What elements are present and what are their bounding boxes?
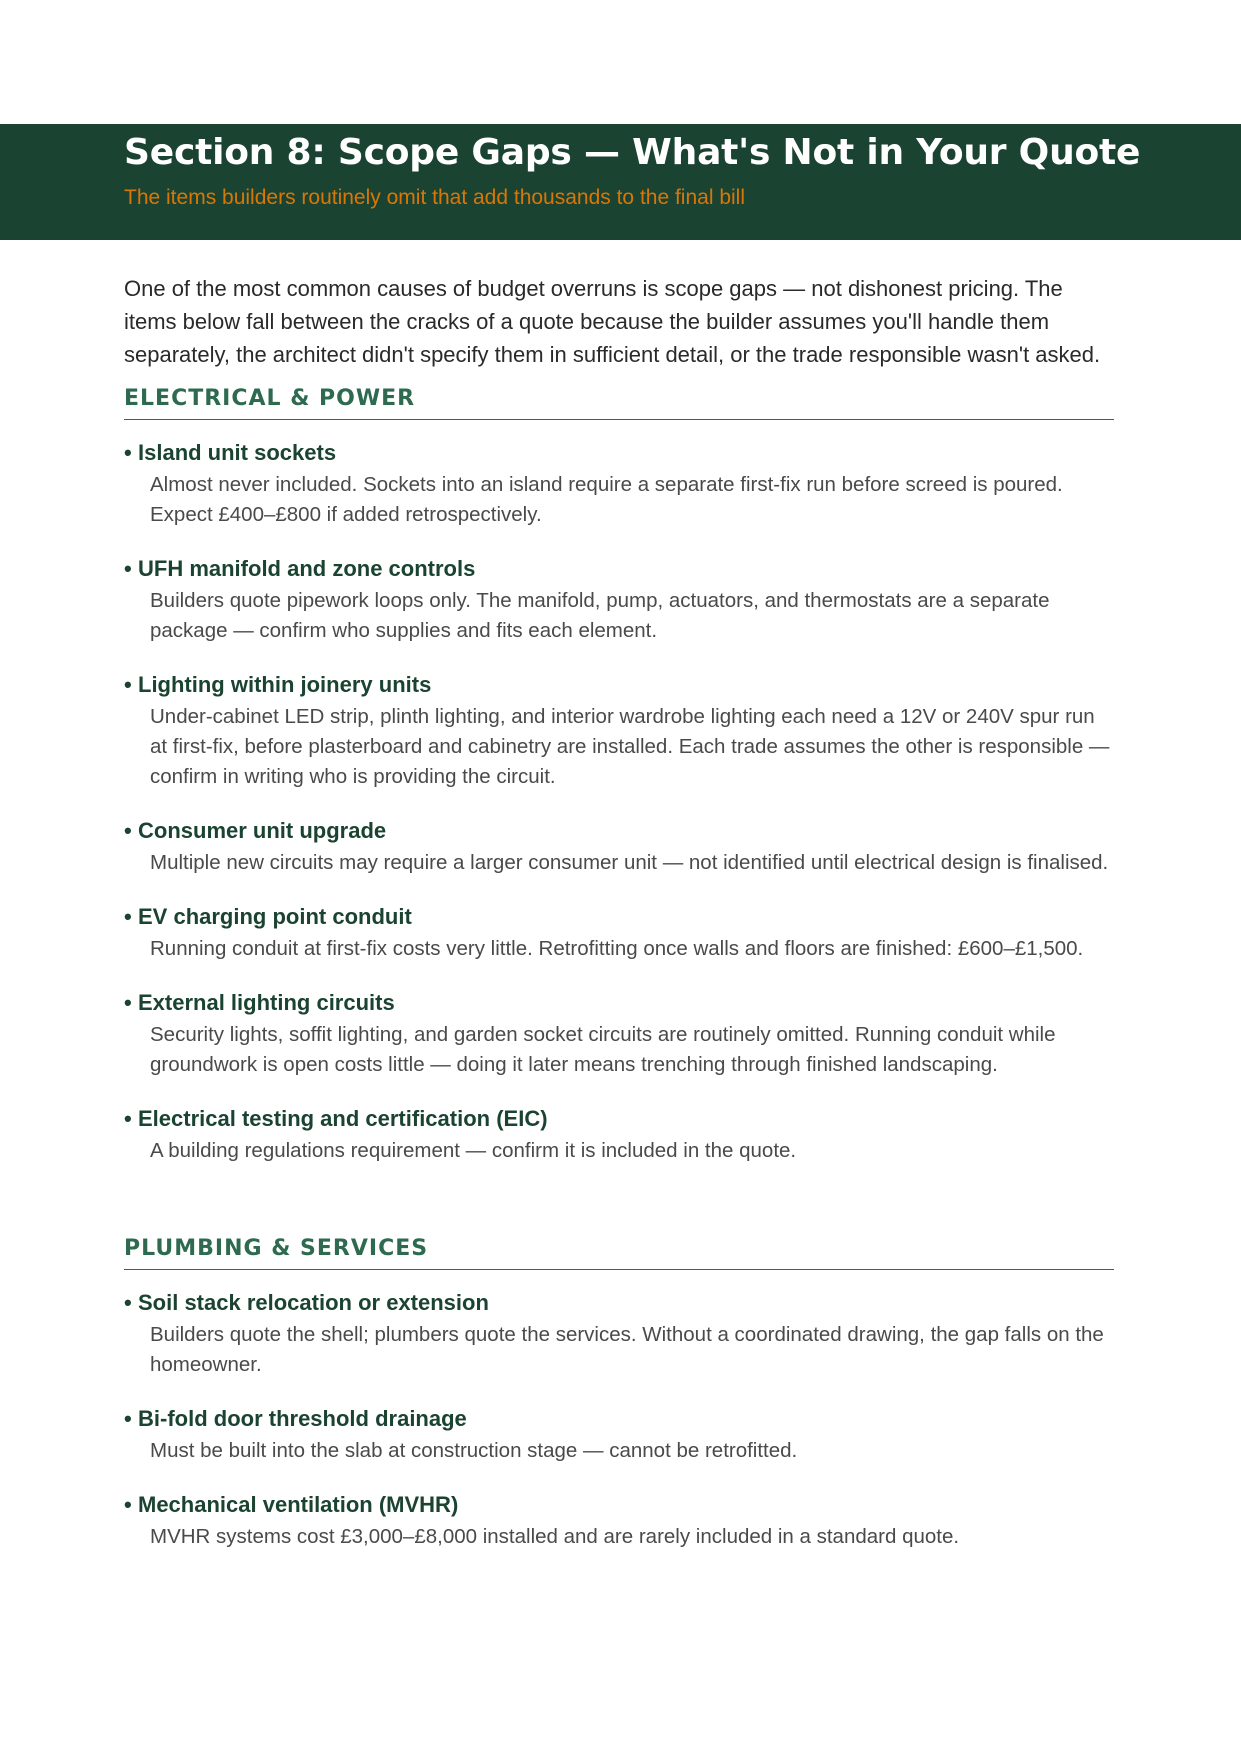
list-item — [124, 672, 1114, 792]
section-heading: ELECTRICAL & POWER — [124, 386, 1114, 420]
intro-paragraph: One of the most common causes of budget overruns is scope gaps — not dishonest pricing. The items below fall between the cracks of a quote because the builder assumes you'll handle them separately, the architect didn't specify them in sufficient detail, or the trade responsible wasn't asked. — [124, 276, 1101, 367]
page-title: Section 8: Scope Gaps — What's Not in Your Quote — [124, 132, 1141, 173]
item-title: Electrical testing and certification (EIC) — [138, 1106, 548, 1131]
item-description: MVHR systems cost £3,000–£8,000 installed and are rarely included in a standard quote. — [150, 1525, 960, 1548]
bullet-icon: • — [124, 1492, 132, 1517]
list-item — [124, 556, 1114, 646]
item-description: Builders quote pipework loops only. The manifold, pump, actuators, and thermostats are a separate package — confirm who supplies and fits each element. — [150, 589, 1050, 642]
list-item — [124, 1290, 1114, 1380]
item-description: Must be built into the slab at construction stage — cannot be retrofitted. — [150, 1439, 798, 1462]
bullet-icon: • — [124, 904, 132, 929]
list-item — [124, 440, 1114, 530]
list-item — [124, 1106, 1114, 1166]
bullet-icon: • — [124, 818, 132, 843]
item-title: Lighting within joinery units — [138, 672, 432, 697]
list-item — [124, 990, 1114, 1080]
list-item — [124, 818, 1114, 878]
bullet-icon: • — [124, 1290, 132, 1315]
bullet-icon: • — [124, 990, 132, 1015]
item-title: Soil stack relocation or extension — [138, 1290, 489, 1315]
item-title: Island unit sockets — [138, 440, 337, 465]
item-title: Bi-fold door threshold drainage — [138, 1406, 467, 1431]
bullet-icon: • — [124, 1106, 132, 1131]
item-description: Security lights, soffit lighting, and garden socket circuits are routinely omitted. Running conduit while groundwork is open costs little — doing it later means trenching through finished landscaping. — [150, 1023, 1056, 1076]
list-item — [124, 1406, 1114, 1466]
item-title: Mechanical ventilation (MVHR) — [138, 1492, 459, 1517]
section-header-banner — [0, 124, 1241, 240]
item-description: Multiple new circuits may require a larger consumer unit — not identified until electrical design is finalised. — [150, 851, 1109, 874]
item-description: Almost never included. Sockets into an island require a separate first-fix run before screed is poured. Expect £400–£800 if added retrospectively. — [150, 473, 1063, 526]
item-description: A building regulations requirement — confirm it is included in the quote. — [150, 1139, 797, 1162]
list-item — [124, 1492, 1114, 1552]
item-description: Running conduit at first-fix costs very little. Retrofitting once walls and floors are finished: £600–£1,500. — [150, 937, 1084, 960]
section-plumbing-services — [124, 1236, 1114, 1578]
bullet-icon: • — [124, 440, 132, 465]
page-subtitle: The items builders routinely omit that add thousands to the final bill — [124, 186, 746, 209]
item-title: UFH manifold and zone controls — [138, 556, 476, 581]
bullet-icon: • — [124, 556, 132, 581]
item-title: EV charging point conduit — [138, 904, 412, 929]
item-title: Consumer unit upgrade — [138, 818, 387, 843]
bullet-icon: • — [124, 672, 132, 697]
section-electrical-power — [124, 386, 1114, 1192]
bullet-icon: • — [124, 1406, 132, 1431]
item-title: External lighting circuits — [138, 990, 395, 1015]
list-item — [124, 904, 1114, 964]
section-heading: PLUMBING & SERVICES — [124, 1236, 1114, 1270]
item-description: Under-cabinet LED strip, plinth lighting, and interior wardrobe lighting each need a 12V or 240V spur run at first-fix, before plasterboard and cabinetry are installed. Each trade assumes the other is responsible — confirm in writing who is providing the circuit. — [150, 705, 1110, 788]
item-description: Builders quote the shell; plumbers quote the services. Without a coordinated drawing, the gap falls on the homeowner. — [150, 1323, 1104, 1376]
